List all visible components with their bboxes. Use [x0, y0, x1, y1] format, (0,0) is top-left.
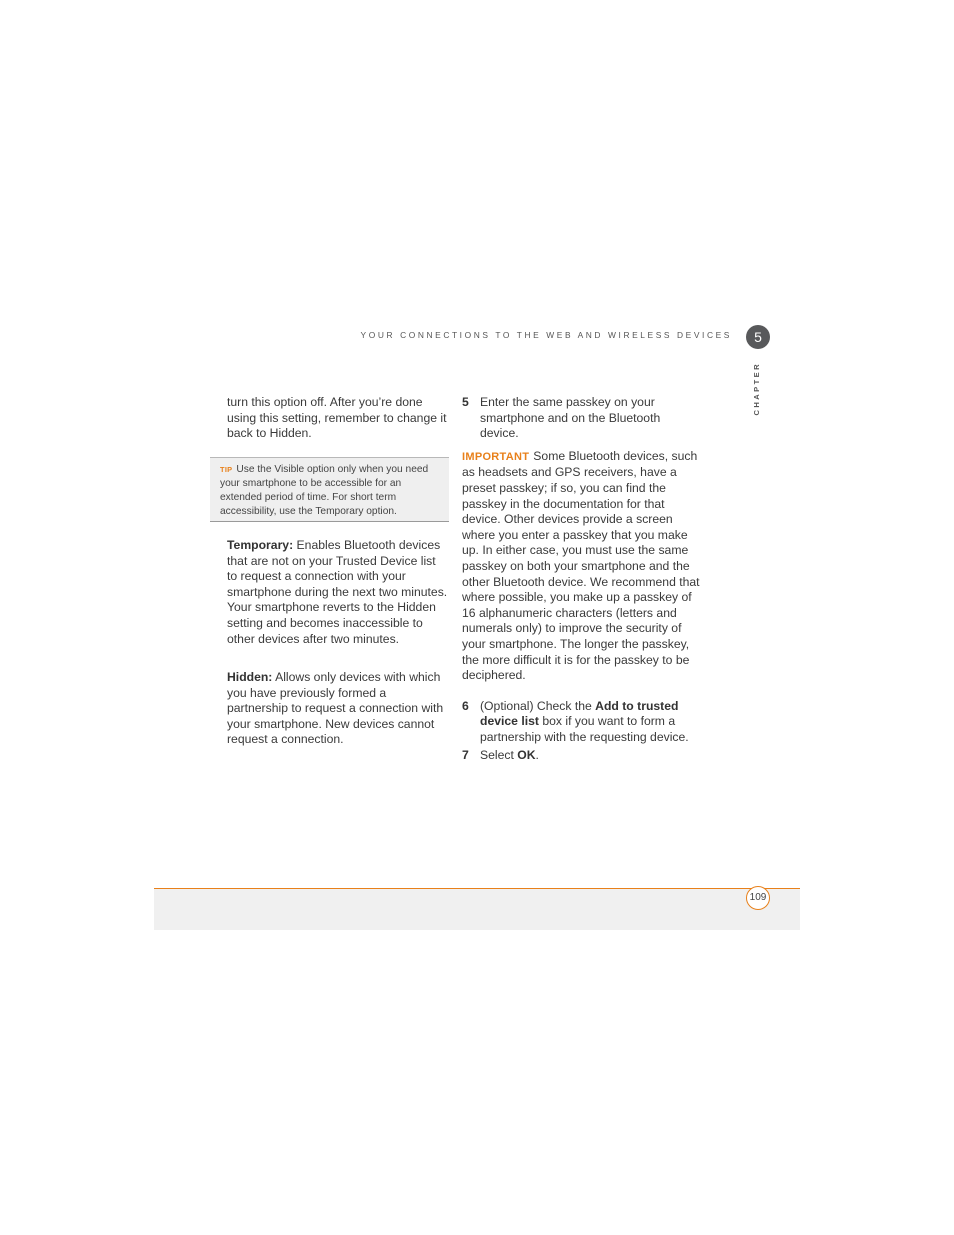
footer-band — [154, 889, 800, 930]
step-7-number: 7 — [462, 748, 469, 763]
step-5-text: Enter the same passkey on your smartphone and on the Bluetooth device. — [480, 395, 661, 441]
step-5-number: 5 — [462, 395, 469, 409]
intro-paragraph: turn this option off. After you’re done using this setting, remember to change it back to Hidden. — [227, 395, 447, 441]
tip-box — [210, 457, 449, 522]
tip-tag: TIP — [220, 465, 233, 474]
chapter-number-badge: 5 — [746, 325, 770, 349]
important-note — [462, 449, 702, 684]
hidden-definition — [227, 670, 449, 748]
step-7 — [462, 748, 702, 764]
footer-rule — [154, 888, 800, 889]
step-6-number: 6 — [462, 698, 469, 713]
step-7-prefix: Select — [480, 748, 518, 763]
temporary-term: Temporary: — [227, 538, 294, 552]
step-6 — [462, 699, 702, 746]
step-6-suffix: box if you want to form a partnership with the requesting device. — [480, 714, 689, 744]
step-6-bold: Add to trusted device list — [480, 698, 679, 729]
page-number: 109 — [746, 886, 770, 910]
temporary-definition — [227, 538, 449, 647]
right-column — [462, 395, 702, 764]
step-7-suffix: . — [535, 748, 539, 763]
running-header: YOUR CONNECTIONS TO THE WEB AND WIRELESS DEVICES — [360, 330, 732, 340]
left-column — [227, 395, 449, 442]
step-6-prefix: (Optional) Check the — [480, 698, 596, 713]
chapter-label: CHAPTER — [752, 362, 761, 416]
step-5 — [462, 395, 702, 442]
hidden-term: Hidden: — [227, 670, 273, 684]
temporary-text: Enables Bluetooth devices that are not on your Trusted Device list to request a connection with your smartphone during the next two minutes. Your smartphone reverts to the Hidden setting and becomes inaccessible to other devices after two minutes. — [227, 538, 448, 646]
tip-text: Use the Visible option only when you need your smartphone to be accessible for an extended period of time. For short term accessibility, use the Temporary option. — [220, 464, 429, 517]
hidden-text: Allows only devices with which you have previously formed a partnership to request a connection with your smartphone. New devices cannot request a connection. — [227, 670, 444, 747]
step-7-bold: OK — [517, 748, 536, 763]
important-text: Some Bluetooth devices, such as headsets and GPS receivers, have a preset passkey; if so, you can find the passkey in the documentation for that device. Other devices provide a screen where you enter a passkey that you make up. In either case, you must use the same passkey on both your smartphone and the other Bluetooth device. We recommend that where possible, you make up a passkey of 16 alphanumeric characters (letters and numerals only) to improve the security of your smartphone. The longer the passkey, the more difficult it is for the passkey to be deciphered. — [462, 448, 700, 683]
important-tag: IMPORTANT — [462, 450, 530, 463]
